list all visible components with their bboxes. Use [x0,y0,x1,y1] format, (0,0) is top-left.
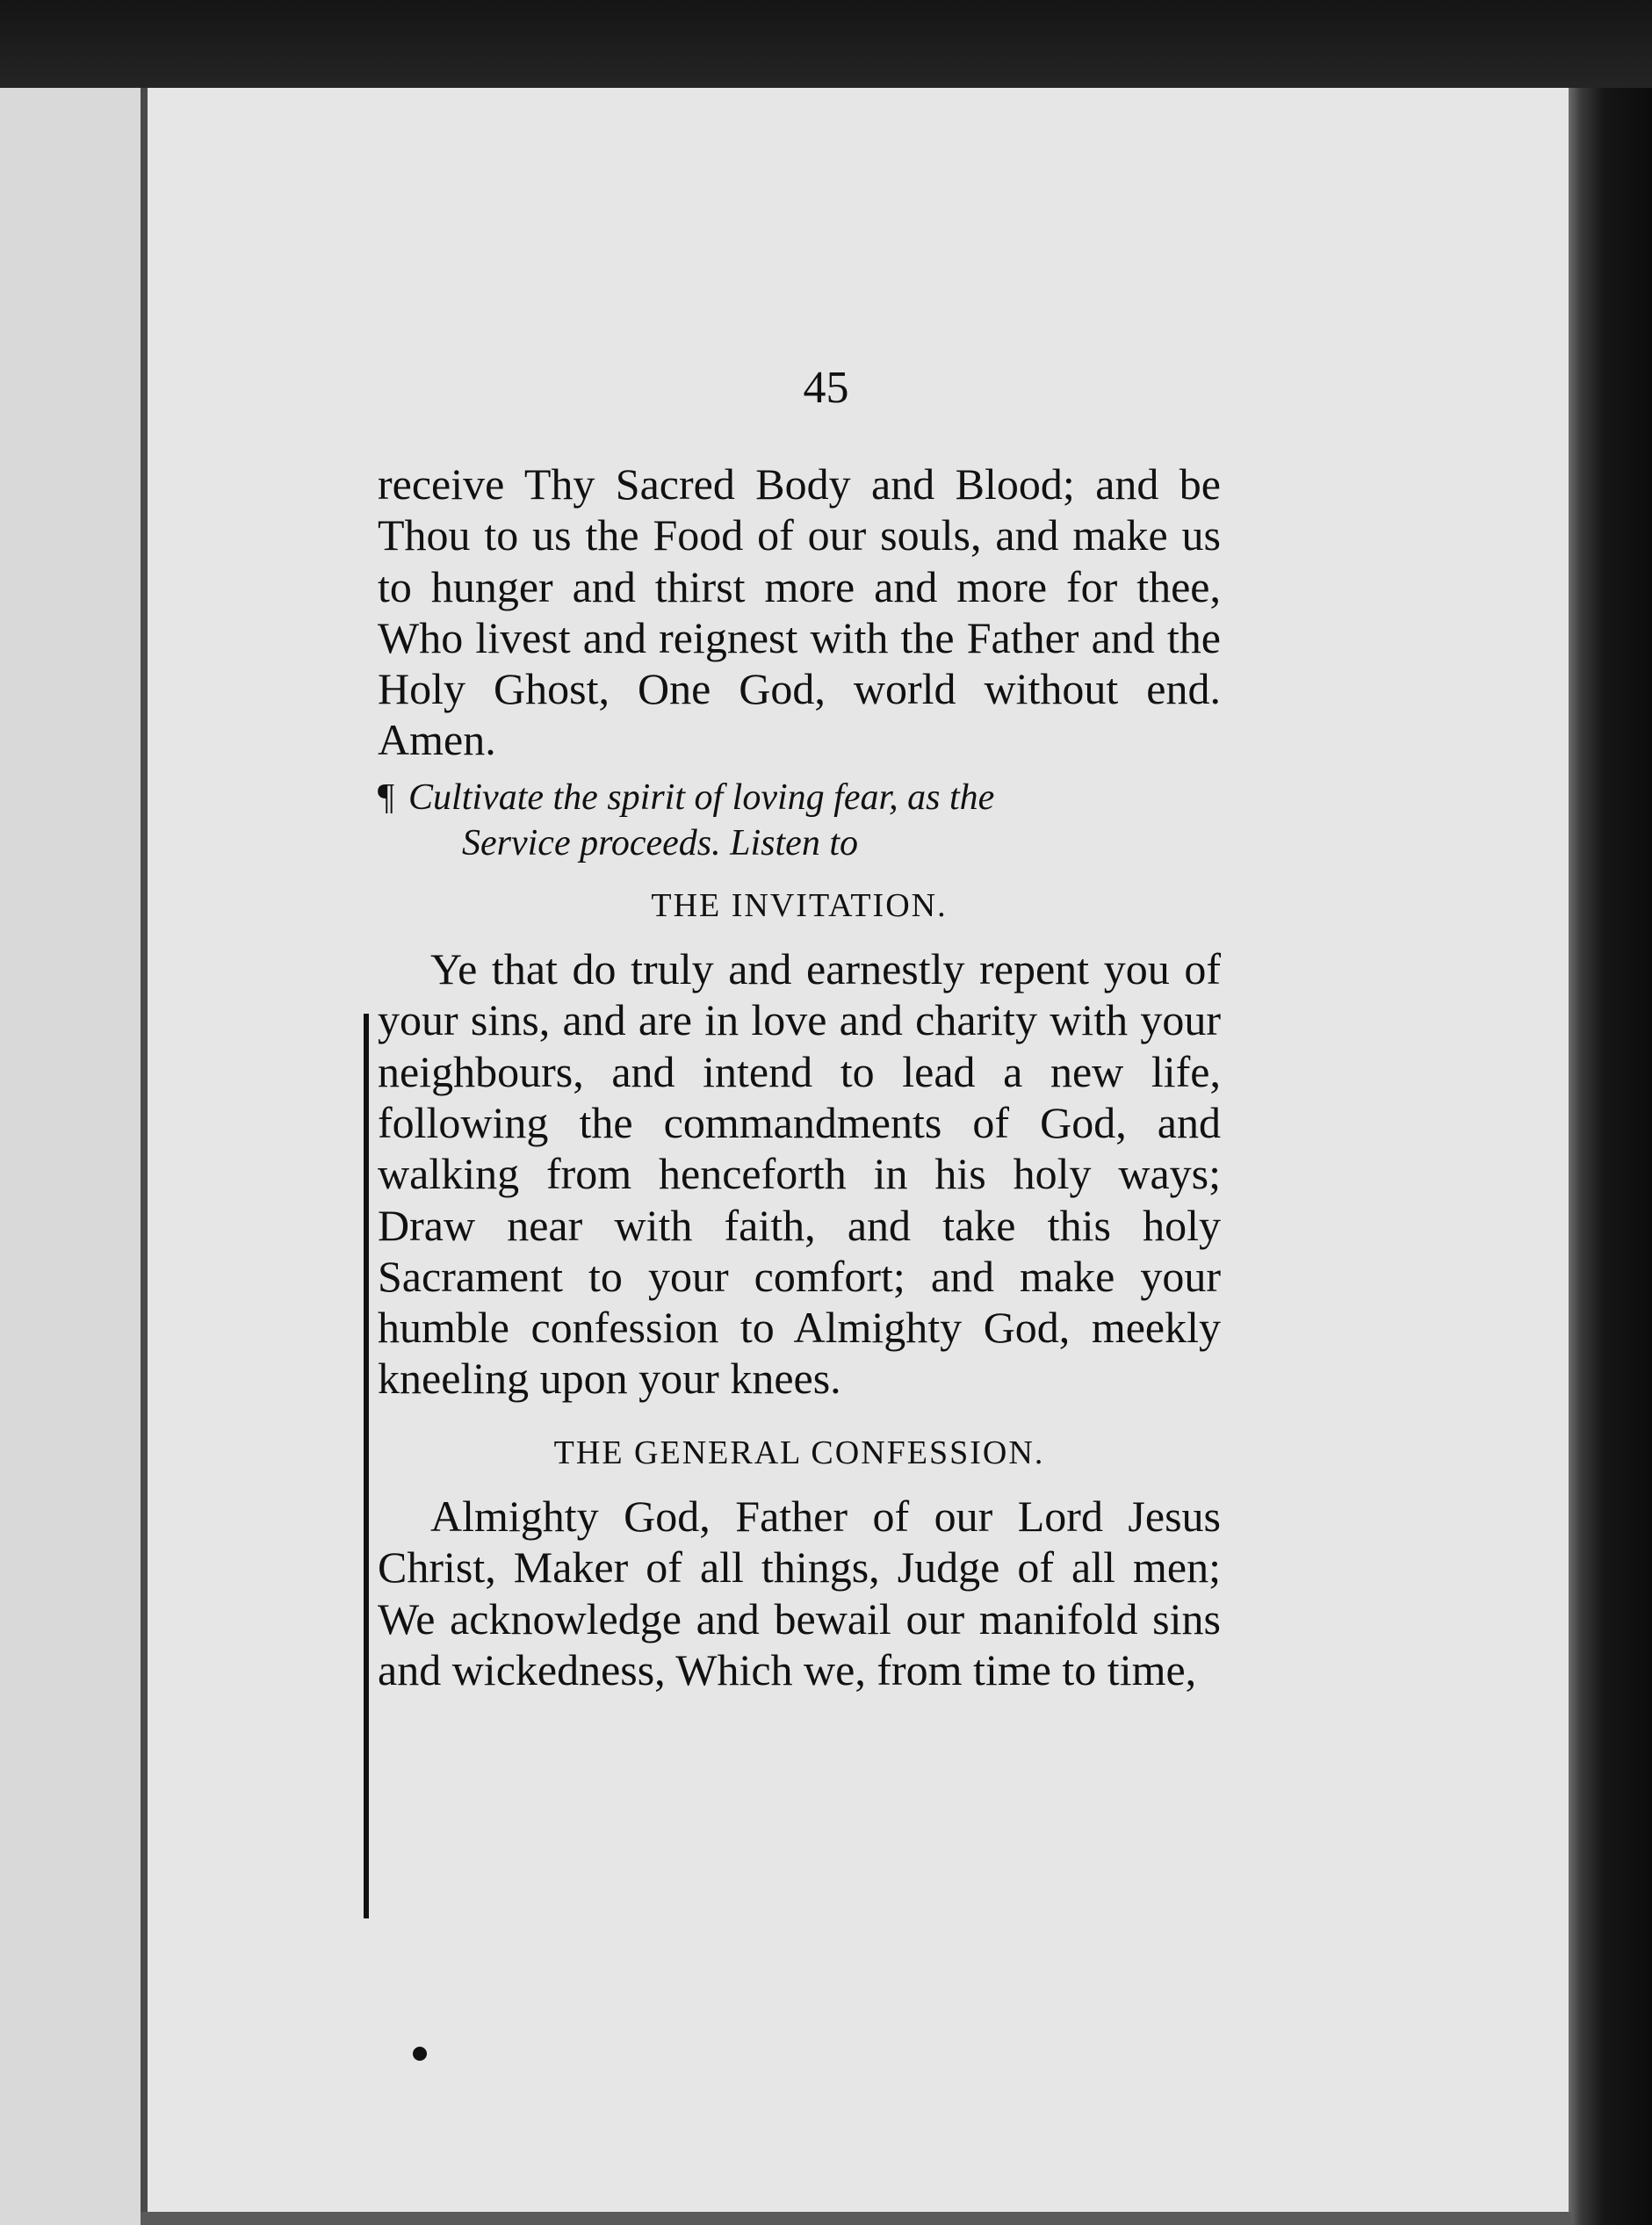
invitation-heading: THE INVITATION. [651,886,948,924]
confession-heading: THE GENERAL CONFESSION. [553,1434,1045,1471]
confession-paragraph: Almighty God, Father of our Lord Jesus Christ, Maker of all things, Judge of all men; We acknowledge and bewail our manifold sins and wickedness, Which we, from time to time, [378,1492,1221,1694]
prayer-section [378,459,1221,1695]
pilcrow-mark: ¶ [378,777,395,818]
invitation-paragraph: Ye that do truly and earnestly repent you of your sins, and are in love and charity with your neighbours, and intend to lead a new life, following the commandments of God, and walking from henceforth in his holy ways; Draw near with faith, and take this holy Sacrament to your comfort; and make your humble confession to Almighty God, meekly kneeling upon your knees. [378,944,1221,1404]
book-edge-bottom [141,2212,1572,2225]
ink-dot [413,2047,427,2061]
scan-background-top [0,0,1652,97]
page-number: 45 [803,363,849,413]
rubric-line-1: Cultivate the spirit of loving fear, as the [408,777,995,818]
rubric [378,775,1221,866]
prayer-end-paragraph: receive Thy Sacred Body and Blood; and be Thou to us the Food of our souls, and make us to hunger and thirst more and more for thee, Who livest and reignest with the Father and the Holy Ghost, One God, world without end. Amen. [378,459,1221,765]
margin-rule [364,1014,369,1918]
rubric-line-2: Service proceeds. Listen to [462,822,858,863]
